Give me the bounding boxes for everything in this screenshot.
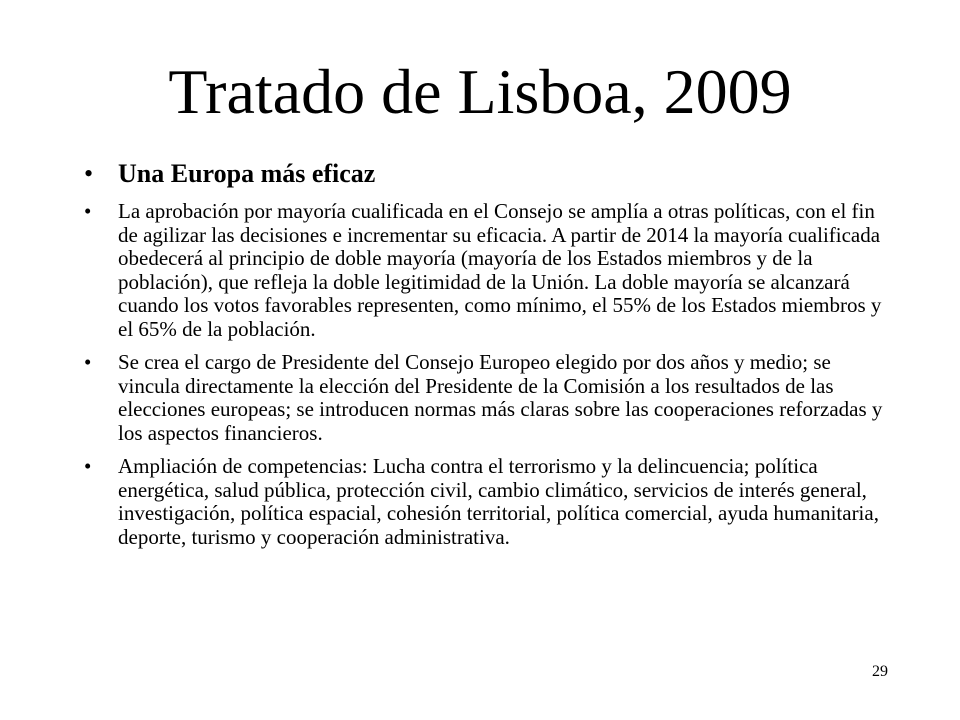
bullet-text: Se crea el cargo de Presidente del Consejo Europeo elegido por dos años y medio; se vincula directamente la elección del Presidente de la Comisión a los resultados de las elecciones europeas; se introducen normas más claras sobre las cooperaciones reforzadas y los aspectos financieros. <box>118 350 883 445</box>
bullet-heading <box>80 158 890 190</box>
bullet-text: Ampliación de competencias: Lucha contra el terrorismo y la delincuencia; política energética, salud pública, protección civil, cambio climático, servicios de interés general, investigación, política espacial, cohesión territorial, política comercial, ayuda humanitaria, deporte, turismo y cooperación administrativa. <box>118 454 879 549</box>
bullet-dot-icon: • <box>84 159 94 188</box>
slide-title: Tratado de Lisboa, 2009 <box>168 56 792 127</box>
page-number: 29 <box>872 663 888 680</box>
bullet-list <box>80 158 890 559</box>
bullet-text: La aprobación por mayoría cualificada en el Consejo se amplía a otras políticas, con el fin de agilizar las decisiones e incrementar su eficacia. A partir de 2014 la mayoría cualificada obedecerá al principio de doble mayoría (mayoría de los Estados miembros y de la población), que refleja la doble legitimidad de la Unión. La doble mayoría se alcanzará cuando los votos favorables representen, como mínimo, el 55% de los Estados miembros y el 65% de la población. <box>118 199 882 341</box>
bullet-text: Una Europa más eficaz <box>118 159 376 188</box>
bullet-dot-icon: • <box>84 199 92 223</box>
bullet-item <box>80 351 890 445</box>
bullet-item <box>80 455 890 549</box>
bullet-dot-icon: • <box>84 350 92 374</box>
bullet-item <box>80 200 890 341</box>
bullet-dot-icon: • <box>84 454 92 478</box>
